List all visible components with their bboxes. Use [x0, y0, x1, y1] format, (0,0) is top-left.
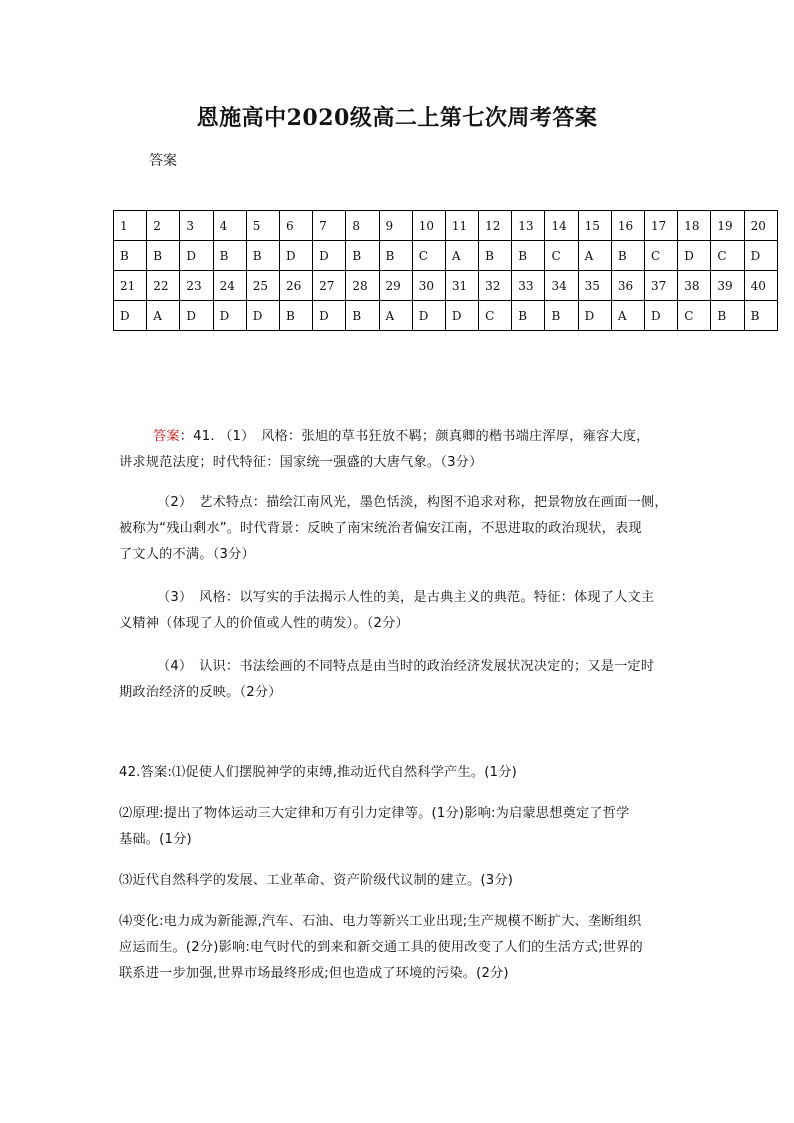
question-number-cell: 40: [744, 271, 777, 301]
answer-letter-cell: B: [346, 301, 379, 331]
answer-letter-cell: A: [578, 241, 611, 271]
question-number-cell: 7: [313, 211, 346, 241]
question-number-cell: 11: [445, 211, 478, 241]
question-number-cell: 28: [346, 271, 379, 301]
answer-letter-cell: B: [246, 241, 279, 271]
answer-letter-cell: C: [412, 241, 445, 271]
question-number-cell: 25: [246, 271, 279, 301]
question-number-cell: 23: [180, 271, 213, 301]
q42-answer-line-4: ⑶近代自然科学的发展、工业革命、资产阶级代议制的建立。(3分): [119, 873, 514, 888]
answer-letter-cell: A: [445, 241, 478, 271]
q42-answer-line-6: 应运而生。(2分)影响:电气时代的到来和新交通工具的使用改变了人们的生活方式;世界的: [119, 940, 643, 955]
answer-letter-cell: C: [711, 241, 744, 271]
answer-letter-cell: C: [678, 301, 711, 331]
answer-letter-cell: D: [313, 301, 346, 331]
question-number-cell: 32: [479, 271, 512, 301]
question-number-cell: 2: [147, 211, 180, 241]
q42-answer-line-1: 42.答案:⑴促使人们摆脱神学的束缚,推动近代自然科学产生。(1分): [119, 765, 517, 780]
q41-part4-line-1: （4） 认识：书法绘画的不同特点是由当时的政治经济发展状况决定的；又是一定时: [157, 659, 655, 674]
q42-answer-line-7: 联系进一步加强,世界市场最终形成;但也造成了环境的污染。(2分): [119, 966, 509, 981]
question-number-cell: 16: [611, 211, 644, 241]
answer-letter-cell: D: [313, 241, 346, 271]
q41-answer-line-2: 讲求规范法度；时代特征：国家统一强盛的大唐气象。（3分）: [119, 455, 483, 470]
question-number-cell: 6: [279, 211, 312, 241]
answer-letter-cell: B: [545, 301, 578, 331]
answer-heading: 答案: [149, 153, 177, 169]
answer-letter-cell: D: [213, 301, 246, 331]
question-number-cell: 10: [412, 211, 445, 241]
answer-letter-cell: B: [512, 241, 545, 271]
answer-letter-cell: C: [545, 241, 578, 271]
answer-letter-cell: B: [279, 301, 312, 331]
answer-letter-cell: D: [180, 241, 213, 271]
answer-letter-cell: D: [744, 241, 777, 271]
question-number-cell: 13: [512, 211, 545, 241]
q41-answer-line-1: 答案：41. （1） 风格：张旭的草书狂放不羁；颜真卿的楷书端庄浑厚，雍容大度，: [153, 429, 650, 444]
q41-part3-line-2: 义精神（体现了人的价值或人性的萌发）。（2分）: [119, 616, 409, 631]
q41-part2-line-1: （2） 艺术特点：描绘江南风光，墨色恬淡，构图不追求对称，把景物放在画面一侧，: [157, 495, 668, 510]
question-number-cell: 36: [611, 271, 644, 301]
answer-letter-cell: D: [279, 241, 312, 271]
question-number-cell: 39: [711, 271, 744, 301]
question-number-cell: 8: [346, 211, 379, 241]
answer-letter-cell: A: [379, 301, 412, 331]
table-row: [114, 241, 778, 271]
answer-letter-cell: B: [213, 241, 246, 271]
question-number-cell: 24: [213, 271, 246, 301]
answer-letter-cell: B: [379, 241, 412, 271]
table-row: [114, 301, 778, 331]
q41-part3-line-1: （3） 风格：以写实的手法揭示人性的美，是古典主义的典范。特征：体现了人文主: [157, 590, 655, 605]
answer-letter-cell: D: [445, 301, 478, 331]
question-number-cell: 34: [545, 271, 578, 301]
table-row: [114, 211, 778, 241]
answer-letter-cell: D: [645, 301, 678, 331]
q42-answer-line-5: ⑷变化:电力成为新能源,汽车、石油、电力等新兴工业出现;生产规模不断扩大、垄断组织: [119, 914, 642, 929]
question-number-cell: 27: [313, 271, 346, 301]
answer-letter-cell: B: [711, 301, 744, 331]
answer-letter-cell: D: [412, 301, 445, 331]
question-number-cell: 30: [412, 271, 445, 301]
answer-letter-cell: B: [512, 301, 545, 331]
question-number-cell: 19: [711, 211, 744, 241]
answer-letter-cell: C: [479, 301, 512, 331]
question-number-cell: 9: [379, 211, 412, 241]
question-number-cell: 33: [512, 271, 545, 301]
q42-answer-line-3: 基础。(1分): [119, 832, 192, 847]
q41-part2-line-2: 被称为“残山剩水”。时代背景：反映了南宋统治者偏安江南，不思进取的政治现状，表现: [119, 521, 642, 536]
question-number-cell: 18: [678, 211, 711, 241]
answer-letter-cell: B: [479, 241, 512, 271]
answer-letter-cell: D: [246, 301, 279, 331]
answer-letter-cell: D: [180, 301, 213, 331]
question-number-cell: 5: [246, 211, 279, 241]
answer-letter-cell: B: [744, 301, 777, 331]
question-number-cell: 20: [744, 211, 777, 241]
answer-letter-cell: A: [611, 301, 644, 331]
answer-letter-cell: B: [611, 241, 644, 271]
q41-answer-label: 答案: [153, 429, 180, 444]
question-number-cell: 14: [545, 211, 578, 241]
answer-letter-cell: C: [645, 241, 678, 271]
question-number-cell: 38: [678, 271, 711, 301]
question-number-cell: 35: [578, 271, 611, 301]
question-number-cell: 22: [147, 271, 180, 301]
answer-letter-cell: D: [578, 301, 611, 331]
question-number-cell: 17: [645, 211, 678, 241]
q41-part2-line-3: 了文人的不满。（3分）: [119, 547, 255, 562]
question-number-cell: 31: [445, 271, 478, 301]
answer-letter-cell: B: [114, 241, 147, 271]
answer-letter-cell: D: [678, 241, 711, 271]
q41-part4-line-2: 期政治经济的反映。（2分）: [119, 685, 282, 700]
question-number-cell: 1: [114, 211, 147, 241]
question-number-cell: 29: [379, 271, 412, 301]
question-number-cell: 12: [479, 211, 512, 241]
table-row: [114, 271, 778, 301]
question-number-cell: 21: [114, 271, 147, 301]
answer-letter-cell: B: [147, 241, 180, 271]
question-number-cell: 15: [578, 211, 611, 241]
question-number-cell: 4: [213, 211, 246, 241]
answer-letter-cell: D: [114, 301, 147, 331]
question-number-cell: 26: [279, 271, 312, 301]
answer-table: [113, 210, 778, 331]
question-number-cell: 3: [180, 211, 213, 241]
answer-letter-cell: B: [346, 241, 379, 271]
answer-letter-cell: A: [147, 301, 180, 331]
page-title: 恩施高中2020级高二上第七次周考答案: [196, 105, 598, 131]
question-number-cell: 37: [645, 271, 678, 301]
q42-answer-line-2: ⑵原理:提出了物体运动三大定律和万有引力定律等。(1分)影响:为启蒙思想奠定了哲学: [119, 806, 630, 821]
